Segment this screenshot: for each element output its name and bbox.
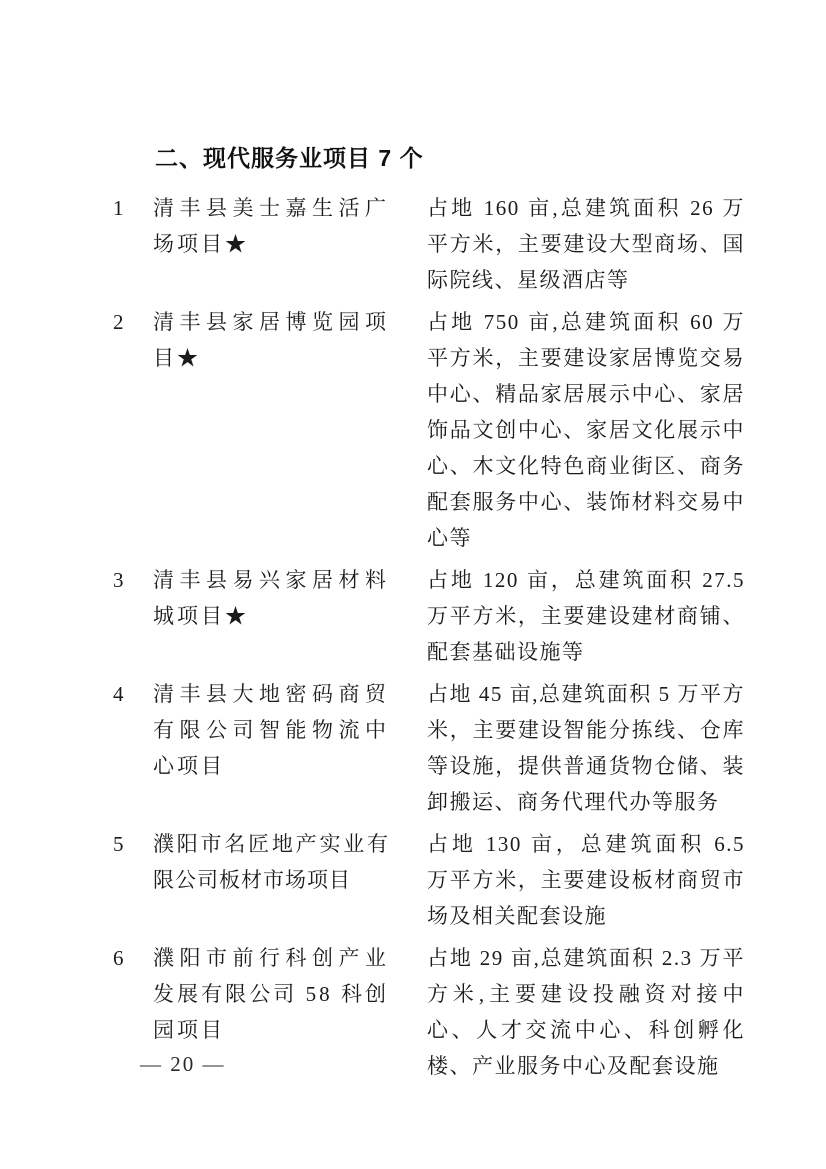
item-number: 5 bbox=[113, 832, 124, 856]
project-name: 濮阳市前行科创产业发展有限公司 58 科创园项目 bbox=[153, 946, 389, 1042]
list-item bbox=[113, 562, 763, 670]
project-list bbox=[113, 190, 763, 1090]
item-number: 1 bbox=[113, 196, 124, 220]
item-number: 3 bbox=[113, 568, 124, 592]
project-name: 濮阳市名匠地产实业有限公司板材市场项目 bbox=[153, 832, 389, 892]
project-description: 占地 130 亩，总建筑面积 6.5 万平方米，主要建设板材商贸市场及相关配套设施 bbox=[427, 832, 745, 928]
project-description: 占地 750 亩,总建筑面积 60 万平方米，主要建设家居博览交易中心、精品家居展示中心、家居饰品文创中心、家居文化展示中心、木文化特色商业街区、商务配套服务中心、装饰材料交易中心等 bbox=[427, 310, 745, 550]
section-title: 二、现代服务业项目 7 个 bbox=[155, 145, 424, 171]
item-number: 2 bbox=[113, 310, 124, 334]
project-name: 清丰县大地密码商贸有限公司智能物流中心项目 bbox=[153, 682, 389, 778]
item-number: 4 bbox=[113, 682, 124, 706]
list-item bbox=[113, 304, 763, 556]
project-description: 占地 160 亩,总建筑面积 26 万平方米，主要建设大型商场、国际院线、星级酒店等 bbox=[427, 196, 745, 292]
item-number: 6 bbox=[113, 946, 124, 970]
list-item bbox=[113, 676, 763, 820]
page-number: — 20 — bbox=[140, 1052, 226, 1076]
project-description: 占地 120 亩，总建筑面积 27.5 万平方米，主要建设建材商铺、配套基础设施等 bbox=[427, 568, 745, 664]
list-item bbox=[113, 190, 763, 298]
project-name: 清丰县家居博览园项目★ bbox=[153, 310, 389, 370]
project-description: 占地 45 亩,总建筑面积 5 万平方米，主要建设智能分拣线、仓库等设施，提供普通货物仓储、装卸搬运、商务代理代办等服务 bbox=[427, 682, 745, 814]
project-name: 清丰县美士嘉生活广场项目★ bbox=[153, 196, 389, 256]
project-description: 占地 29 亩,总建筑面积 2.3 万平方米,主要建设投融资对接中心、人才交流中心、科创孵化楼、产业服务中心及配套设施 bbox=[427, 946, 745, 1078]
list-item bbox=[113, 826, 763, 934]
project-name: 清丰县易兴家居材料城项目★ bbox=[153, 568, 389, 628]
